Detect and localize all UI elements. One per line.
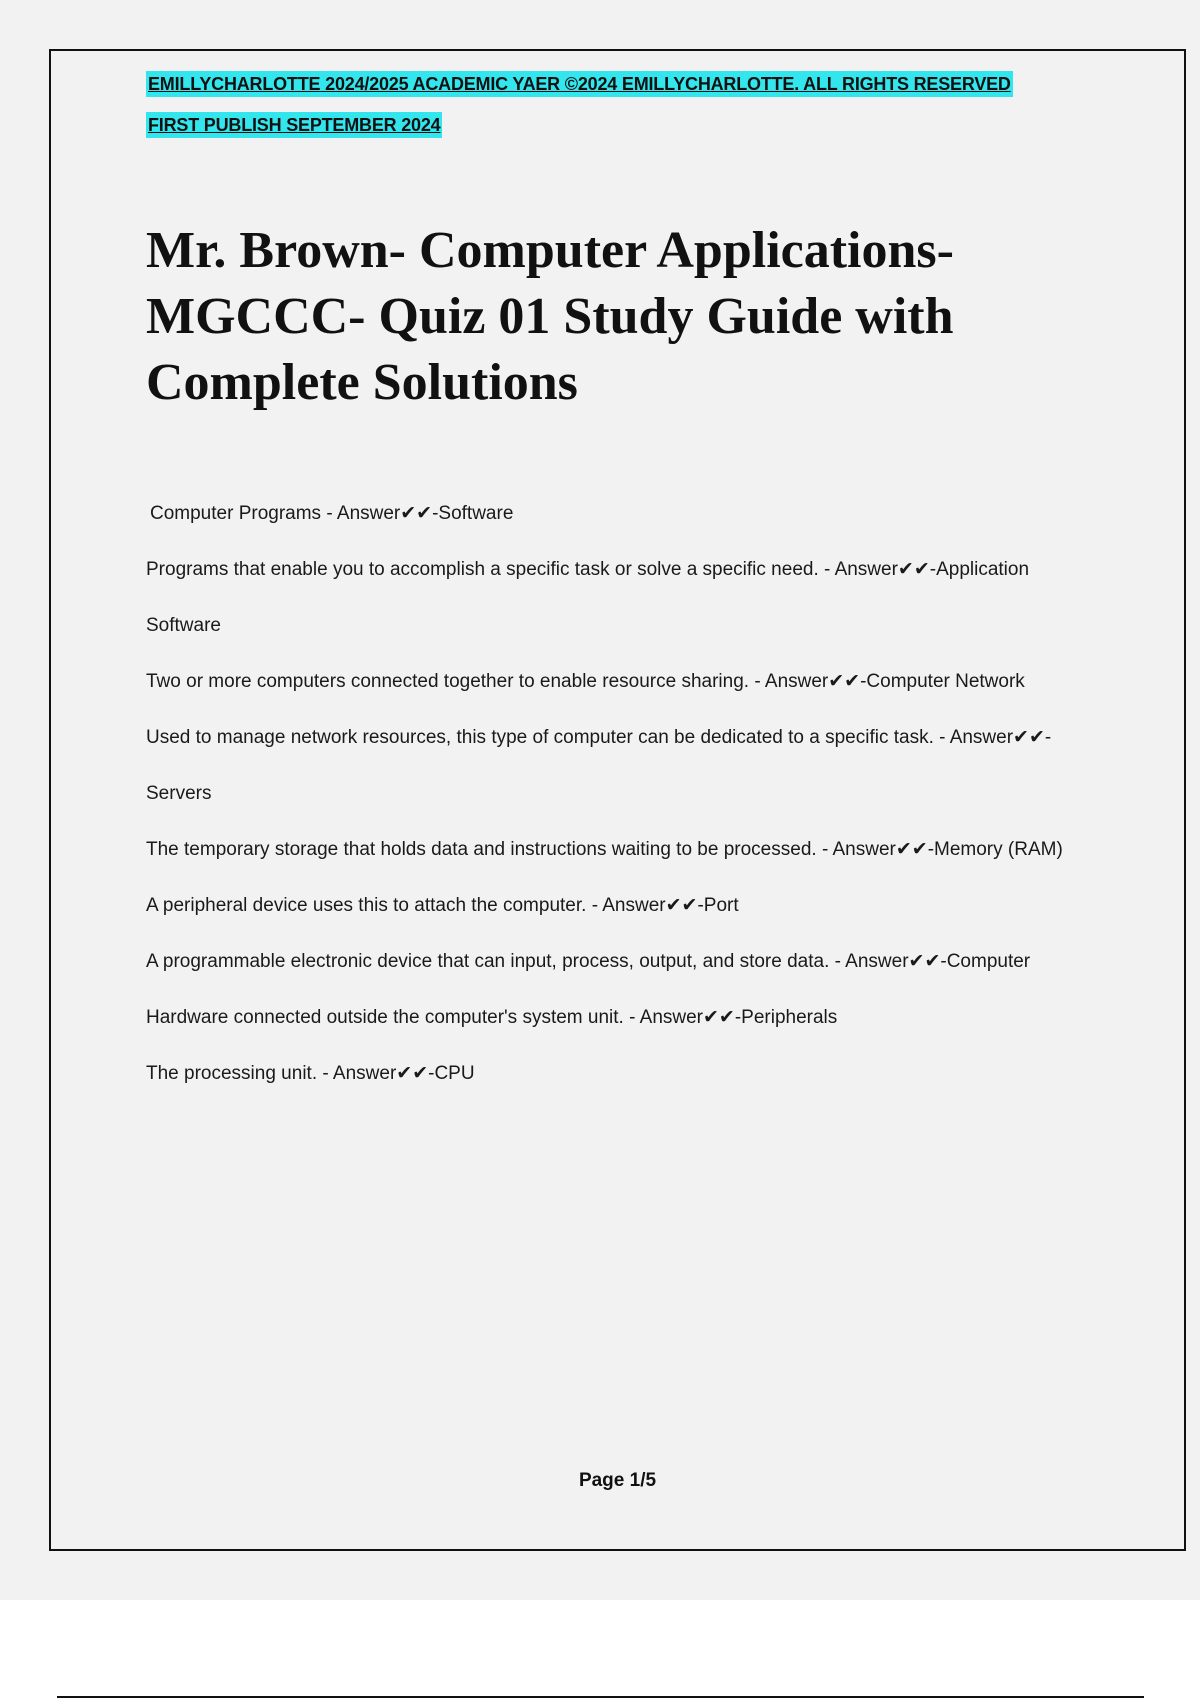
qa-item: Hardware connected outside the computer's system unit. - Answer✔✔-Peripherals (146, 1007, 838, 1028)
qa-item: A programmable electronic device that can input, process, output, and store data. - Answer✔✔-Computer (146, 951, 1031, 972)
qa-item: Computer Programs - Answer✔✔-Software (150, 503, 514, 524)
qa-item: Programs that enable you to accomplish a specific task or solve a specific need. - Answer✔✔-Application Software (146, 559, 1030, 636)
qa-item: The processing unit. - Answer✔✔-CPU (146, 1063, 475, 1084)
banner-copyright-line: EMILLYCHARLOTTE 2024/2025 ACADEMIC YAER ©2024 EMILLYCHARLOTTE. ALL RIGHTS RESERVED (146, 71, 1013, 97)
qa-item: A peripheral device uses this to attach the computer. - Answer✔✔-Port (146, 895, 739, 916)
title-line: MGCCC- Quiz 01 Study Guide with (146, 288, 954, 345)
title-line: Complete Solutions (146, 354, 578, 411)
next-page-divider (57, 1696, 1144, 1698)
banner-publish-line: FIRST PUBLISH SEPTEMBER 2024 (146, 112, 442, 138)
copyright-banner (146, 71, 1106, 138)
document-title (146, 218, 1106, 416)
qa-item: Used to manage network resources, this type of computer can be dedicated to a specific task. - Answer✔✔-Servers (146, 727, 1052, 804)
question-answer-list (146, 486, 1096, 1102)
title-line: Mr. Brown- Computer Applications- (146, 222, 954, 279)
qa-item: Two or more computers connected together to enable resource sharing. - Answer✔✔-Computer Network (146, 671, 1025, 692)
qa-item: The temporary storage that holds data and instructions waiting to be processed. - Answer✔✔-Memory (RAM) (146, 839, 1063, 860)
page-number: Page 1/5 (578, 1470, 657, 1491)
